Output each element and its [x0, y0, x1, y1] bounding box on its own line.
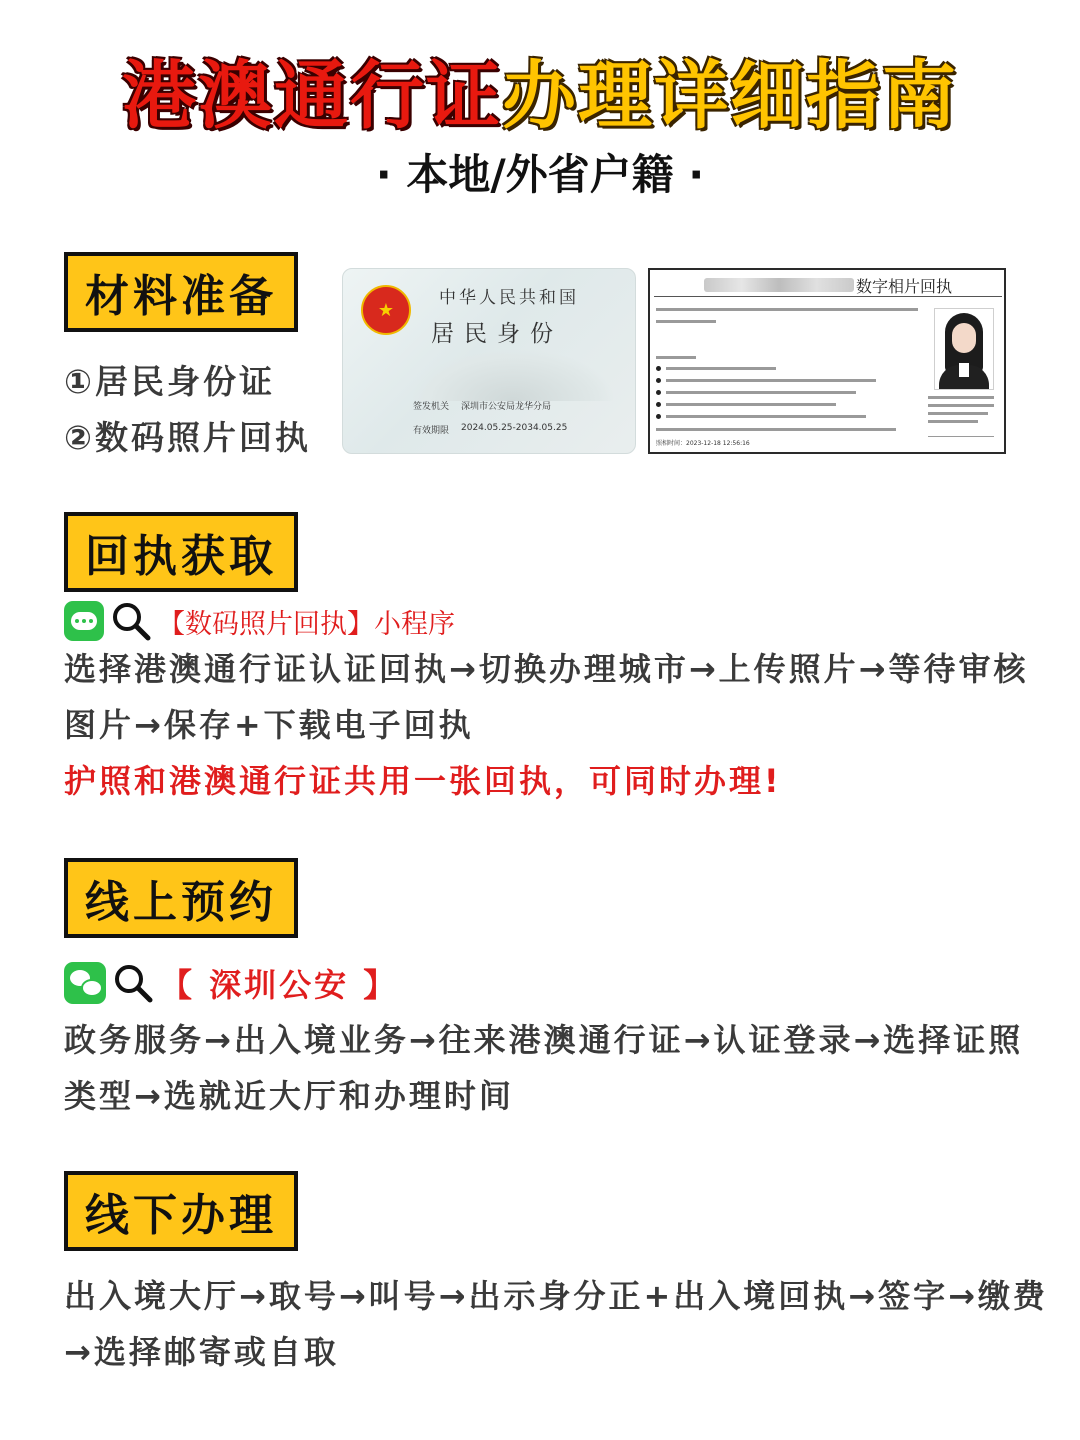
material-item-photo-receipt: ②数码照片回执	[64, 418, 311, 457]
id-card-image	[342, 268, 636, 454]
id-card-authority: 深圳市公安局龙华分局	[461, 402, 552, 412]
receipt-text-line	[656, 308, 918, 311]
mini-program-icon	[64, 601, 104, 641]
receipt-bullet	[656, 366, 661, 371]
offline-step-line-1: 出入境大厅→取号→叫号→出示身分正+出入境回执→签字→缴费	[64, 1277, 1048, 1315]
receipt-bullet	[656, 414, 661, 419]
id-card-great-wall-graphic	[413, 349, 613, 401]
section-tag-offline: 线下办理	[64, 1171, 298, 1251]
title-red-part: 港澳通行证	[122, 53, 502, 139]
section-tag-materials: 材料准备	[64, 252, 298, 332]
magnifier-icon	[112, 962, 154, 1004]
section-tag-online: 线上预约	[64, 858, 298, 938]
portrait-photo	[934, 308, 994, 390]
receipt-step-line-2: 图片→保存+下载电子回执	[64, 706, 474, 744]
id-card-authority-label: 签发机关	[413, 402, 450, 412]
receipt-side-text	[928, 412, 988, 415]
receipt-text-line	[666, 391, 856, 394]
receipt-text-line	[656, 428, 896, 431]
receipt-step-line-1: 选择港澳通行证认证回执→切换办理城市→上传照片→等待审核	[64, 650, 1029, 688]
receipt-side-text	[928, 404, 994, 407]
receipt-bullet	[656, 390, 661, 395]
receipt-text-line	[656, 356, 696, 359]
wechat-search-row[interactable]	[64, 958, 398, 1008]
id-card-validity: 2024.05.25-2034.05.25	[461, 423, 568, 433]
id-card-doc-name: 居民身份	[431, 321, 563, 347]
offline-step-line-2: →选择邮寄或自取	[64, 1333, 339, 1371]
receipt-blurred-header	[704, 278, 854, 292]
title-yellow-part: 办理详细指南	[502, 53, 958, 139]
wechat-icon	[64, 962, 106, 1004]
receipt-footer-time: 照相时间：2023-12-18 12:56:16	[656, 440, 750, 447]
receipt-text-line	[666, 367, 776, 370]
online-step-line-1: 政务服务→出入境业务→往来港澳通行证→认证登录→选择证照	[64, 1021, 1024, 1059]
mini-program-search-row[interactable]	[64, 596, 455, 646]
receipt-bullet	[656, 378, 661, 383]
receipt-bullet	[656, 402, 661, 407]
receipt-text-line	[666, 379, 876, 382]
receipt-text-line	[666, 415, 866, 418]
id-card-country: 中华人民共和国	[439, 288, 579, 308]
receipt-signature-line	[928, 436, 994, 437]
receipt-text-line	[666, 403, 836, 406]
page-subtitle: · 本地/外省户籍 ·	[375, 150, 705, 199]
official-account-name: 【 深圳公安 】	[160, 966, 399, 1004]
receipt-divider	[654, 296, 1002, 297]
receipt-side-text	[928, 420, 978, 423]
mini-program-name: 【数码照片回执】小程序	[158, 608, 455, 640]
receipt-highlight-note: 护照和港澳通行证共用一张回执，可同时办理!	[64, 762, 782, 800]
photo-receipt-image	[648, 268, 1006, 454]
receipt-side-text	[928, 396, 994, 399]
page-title	[0, 48, 1080, 144]
receipt-title: 数字相片回执	[856, 277, 953, 296]
national-emblem-icon: ★	[361, 285, 411, 335]
section-tag-receipt: 回执获取	[64, 512, 298, 592]
magnifier-icon	[110, 600, 152, 642]
material-item-id-card: ①居民身份证	[64, 362, 275, 401]
online-step-line-2: 类型→选就近大厅和办理时间	[64, 1077, 514, 1115]
receipt-text-line	[656, 320, 716, 323]
id-card-validity-label: 有效期限	[413, 426, 450, 436]
